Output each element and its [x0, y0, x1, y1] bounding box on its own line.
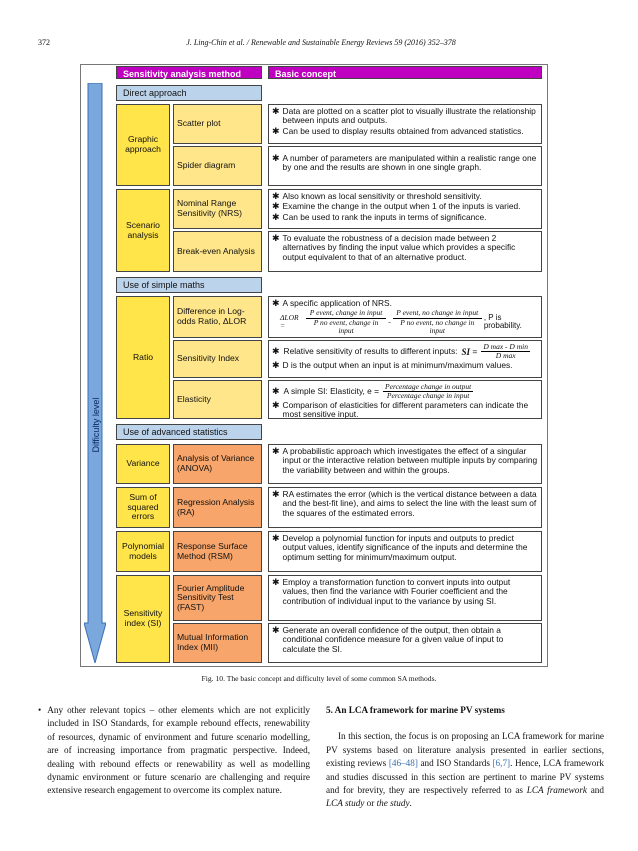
method-spider-diagram: Spider diagram	[173, 146, 262, 186]
method-rsm: Response Surface Method (RSM)	[173, 531, 262, 572]
method-elasticity: Elasticity	[173, 380, 262, 419]
star-bullet-icon: ✱	[272, 125, 280, 136]
group-variance: Variance	[116, 444, 170, 484]
concept-spider: ✱ A number of parameters are manipulated within a realistic range one by one and the results are shown in one single graph.	[268, 146, 542, 186]
dlor-fraction-2: $\frac{\text{P event, no change in input}}{\text{P no event, no change in input}}$	[393, 309, 482, 335]
elasticity-fraction: $\frac{\text{Percentage change in output}}{\text{Percentage change in input}}$	[385, 382, 472, 401]
group-sum-squared-errors: Sum of squared errors	[116, 487, 170, 528]
journal-reference: J. Ling-Chin et al. / Renewable and Sustainable Energy Reviews 59 (2016) 352–378	[186, 38, 456, 47]
group-scenario-analysis: Scenario analysis	[116, 189, 170, 272]
star-bullet-icon: ✱	[272, 386, 280, 397]
left-column	[38, 704, 310, 798]
citation-link[interactable]: [6,7]	[492, 758, 511, 769]
concept-anova: ✱ A probabilistic approach which investigates the effect of a singular input or the interactive relation between multiple inputs by comparing the variability between and within the groups.	[268, 444, 542, 484]
section-direct-approach: Direct approach	[116, 85, 262, 101]
star-bullet-icon: ✱	[272, 399, 280, 410]
concept-dlor: ✱ A specific application of NRS. ΔLOR = $\frac{\text{P event, change in input}}{\text{P no event, change in input}}$ - $\frac{\text{P event, no change in input}}{\text{P no event, no change in input}}$ , P is probability.	[268, 296, 542, 338]
method-header: Sensitivity analysis method	[116, 66, 262, 79]
section-simple-maths: Use of simple maths	[116, 277, 262, 293]
section-advanced-statistics: Use of advanced statistics	[116, 424, 262, 440]
star-bullet-icon: ✱	[272, 625, 280, 635]
dlor-formula-lhs: ΔLOR =	[280, 313, 299, 331]
method-fast: Fourier Amplitude Sensitivity Test (FAST)	[173, 575, 262, 621]
method-dlor: Difference in Log-odds Ratio, ΔLOR	[173, 296, 262, 338]
concept-rsm: ✱ Develop a polynomial function for inputs and outputs to predict output values, identify significance of the inputs and determine the optimum setting for minimum/maximum output.	[268, 531, 542, 572]
page-number: 372	[38, 38, 50, 47]
star-bullet-icon: ✱	[272, 153, 280, 163]
group-sensitivity-index: Sensitivity index (SI)	[116, 575, 170, 663]
right-column	[326, 704, 604, 811]
group-polynomial-models: Polynomial models	[116, 531, 170, 572]
star-bullet-icon: ✱	[272, 298, 280, 308]
dlor-note: , P is probability.	[483, 312, 522, 331]
bullet-marker: •	[38, 705, 42, 715]
concept-mii: ✱ Generate an overall confidence of the output, then obtain a conditional confidence measure for a given value of input to calculate the SI.	[268, 623, 542, 663]
figure-caption: Fig. 10. The basic concept and difficulty level of some common SA methods.	[201, 674, 437, 683]
concept-elasticity: ✱ A simple SI: Elasticity, e = $\frac{\text{Percentage change in output}}{\text{Percentage change in input}}$ ✱ Comparison of elasticities for different parameters can indicate the most sensitive input.	[268, 380, 542, 419]
group-graphic-approach: Graphic approach	[116, 104, 170, 186]
concept-fast: ✱ Employ a transformation function to convert inputs into output values, then find the variance with Fourier coefficient and the contribution of individual input to the variance by using SI.	[268, 575, 542, 621]
star-bullet-icon: ✱	[272, 577, 280, 587]
citation-link[interactable]: [46–48]	[388, 758, 418, 769]
star-bullet-icon: ✱	[272, 489, 280, 499]
star-bullet-icon: ✱	[272, 346, 280, 357]
concept-regression: ✱ RA estimates the error (which is the vertical distance between a data and the best-fit line), and aims to select the line with the least sum of the squares of the estimated errors.	[268, 487, 542, 528]
concept-nrs: ✱ Also known as local sensitivity or threshold sensitivity. ✱ Examine the change in the output when 1 of the inputs is varied. ✱ Can be used to rank the inputs in terms of significance.	[268, 189, 542, 229]
star-bullet-icon: ✱	[272, 201, 280, 212]
star-bullet-icon: ✱	[272, 359, 280, 370]
method-regression-analysis: Regression Analysis (RA)	[173, 487, 262, 528]
star-bullet-icon: ✱	[272, 233, 280, 243]
concept-break-even: ✱ To evaluate the robustness of a decision made between 2 alternatives by finding the input value which provides a specific output equivalent to that of an alternative product.	[268, 231, 542, 272]
method-sensitivity-index: Sensitivity Index	[173, 340, 262, 378]
group-ratio: Ratio	[116, 296, 170, 419]
dlor-fraction-1: $\frac{\text{P event, change in input}}{\text{P no event, change in input}}$	[306, 309, 386, 335]
method-scatter-plot: Scatter plot	[173, 104, 262, 144]
method-break-even: Break-even Analysis	[173, 231, 262, 272]
star-bullet-icon: ✱	[272, 446, 280, 456]
concept-sensitivity-index: ✱ Relative sensitivity of results to different inputs: SI = $\frac{\text{D max - D min}}{\text{D max}}$ ✱ D is the output when an input is at minimum/maximum values.	[268, 340, 542, 378]
right-paragraph: In this section, the focus is on proposing an LCA framework for marine PV systems based on literature analysis presented in earlier sections, existing reviews [46–48] and ISO Standards [6,7]. Hence, LCA framework and studies discussed in this section are pertinent to marine PV systems and for brevity, they are respectively referred to as LCA framework and LCA study or the study.	[326, 731, 605, 809]
left-paragraph: Any other relevant topics – other elements which are not explicitly included in ISO Standards, for example rebound effects, renewability of resources, dynamic of environment and future scenario modelling, are of increasing importance from pragmatic perspective. Indeed, dealing with rebound effects or renewability as well as modelling dynamic environment or future scenario are challenging and require extensive research engagement to overcome its complex nature.	[47, 705, 310, 796]
concept-scatter: ✱ Data are plotted on a scatter plot to visually illustrate the relationship between inputs and outputs. ✱ Can be used to display results obtained from advanced statistics.	[268, 104, 542, 144]
method-nrs: Nominal Range Sensitivity (NRS)	[173, 189, 262, 229]
star-bullet-icon: ✱	[272, 106, 280, 116]
section-heading: 5. An LCA framework for marine PV systems	[326, 705, 505, 715]
method-mii: Mutual Information Index (MII)	[173, 623, 262, 663]
star-bullet-icon: ✱	[272, 191, 280, 201]
si-fraction: $\frac{\text{D max - D min}}{\text{D max}}$	[483, 342, 528, 361]
star-bullet-icon: ✱	[272, 211, 280, 222]
difficulty-label: Difficulty level	[91, 397, 101, 453]
method-anova: Analysis of Variance (ANOVA)	[173, 444, 262, 484]
star-bullet-icon: ✱	[272, 533, 280, 543]
difficulty-arrow-icon	[84, 83, 106, 663]
basic-concept-header: Basic concept	[268, 66, 542, 79]
